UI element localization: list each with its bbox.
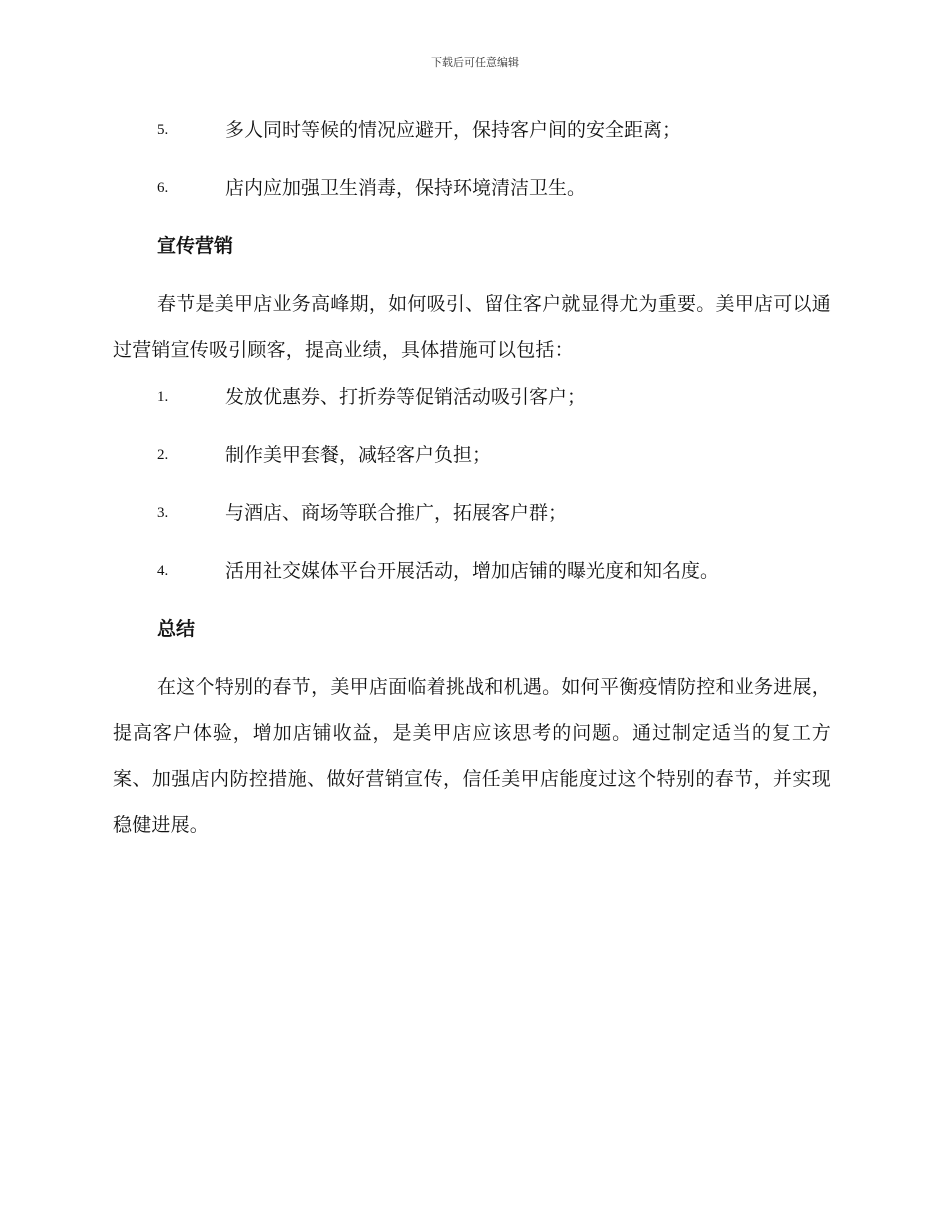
page-header-note: 下载后可任意编辑 bbox=[431, 56, 519, 69]
list-number: 2. bbox=[157, 447, 169, 463]
list-text: 多人同时等候的情况应避开，保持客户间的安全距离； bbox=[225, 119, 682, 141]
list-text: 发放优惠券、打折券等促销活动吸引客户； bbox=[225, 386, 587, 408]
section-heading-summary: 总结 bbox=[157, 618, 196, 640]
list-text: 制作美甲套餐，减轻客户负担； bbox=[225, 444, 492, 466]
list-item bbox=[113, 437, 831, 495]
list-number: 1. bbox=[157, 389, 169, 405]
list-number: 6. bbox=[157, 180, 169, 196]
list-text: 店内应加强卫生消毒，保持环境清洁卫生。 bbox=[225, 177, 587, 199]
list-text: 与酒店、商场等联合推广，拓展客户群； bbox=[225, 502, 568, 524]
document-body bbox=[113, 112, 831, 854]
list-number: 3. bbox=[157, 505, 169, 521]
list-item bbox=[113, 495, 831, 553]
section-heading-marketing: 宣传营销 bbox=[157, 235, 234, 257]
list-text: 活用社交媒体平台开展活动，增加店铺的曝光度和知名度。 bbox=[225, 560, 720, 582]
marketing-paragraph: 春节是美甲店业务高峰期，如何吸引、留住客户就显得尤为重要。美甲店可以通过营销宣传吸引顾客，提高业绩，具体措施可以包括： bbox=[113, 293, 831, 361]
list-item bbox=[113, 112, 831, 170]
list-number: 4. bbox=[157, 563, 169, 579]
list-number: 5. bbox=[157, 122, 169, 138]
list-item bbox=[113, 379, 831, 437]
list-item bbox=[113, 553, 831, 611]
summary-paragraph: 在这个特别的春节，美甲店面临着挑战和机遇。如何平衡疫情防控和业务进展，提高客户体验，增加店铺收益，是美甲店应该思考的问题。通过制定适当的复工方案、加强店内防控措施、做好营销宣传，信任美甲店能度过这个特别的春节，并实现稳健进展。 bbox=[113, 676, 831, 836]
list-item bbox=[113, 170, 831, 228]
